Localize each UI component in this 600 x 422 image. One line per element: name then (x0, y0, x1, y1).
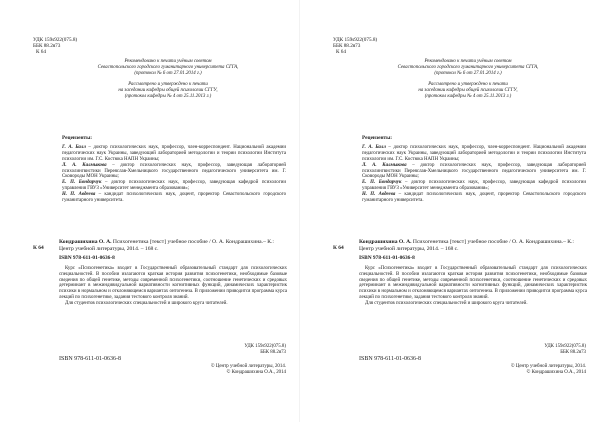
approval-line: Рекомендовано к печати учёным советом (124, 59, 212, 64)
bibliographic-record (333, 239, 587, 307)
approval-block (362, 59, 574, 101)
bib-author-sign: К 64 (33, 245, 44, 251)
annotation-paragraph: Курс «Психогенетика» входит в Государственный образовательный стандарт для психологических специальностей. В пособии излагаются краткая история развития психогенетики, необходимые базовые сведения по общей генетике, методы современной психогенетики, соотношение генетических и средовых детерминант в межиндивидуальной вариативности когнитивных функций, динамических характеристик психики в нормальном и отклоняющемся вариантах онтогенеза. В приложении приводится программа курса лекций по психогенетике, задания тестового контроля знаний. (59, 265, 287, 301)
reviewer-name: Н. П. Авдеева (362, 192, 396, 198)
reviewer-name: Л. А. Калмыкова (62, 162, 107, 168)
udc-code: УДК 159s922(075.8) (33, 37, 78, 43)
reviewers-heading: Рецензенты: (62, 135, 93, 141)
approval-line: (протокол № 6 от 27.01.2014 г.) (434, 71, 502, 77)
approval-line: (протокол № 6 от 27.01.2014 г.) (134, 71, 202, 77)
annotation (359, 266, 587, 307)
copyright-block (488, 364, 586, 376)
copyright-line: © Центр учебной литературы, 2014. (210, 364, 286, 369)
reviewer-entry (362, 145, 586, 163)
approval-line: (протокол кафедры № 4 от 25.11.2013 г.) (124, 94, 212, 100)
footer-bbk: ББК 88.2я73 (560, 350, 586, 355)
right-page (300, 0, 600, 422)
reviewer-name: Г. А. Балл (362, 144, 386, 150)
bib-description (59, 239, 287, 253)
reviewer-description: – доктор психологических наук, профессор, член-корреспондент. Национальной академии педагогических наук Украины, заведующий лабораторией методологии и теории психологии Института психологии им. Г.С. Костюка НАПН Украины; (62, 144, 287, 162)
footer-classification (206, 344, 286, 356)
reviewer-entry (362, 163, 586, 181)
footer-udc: УДК 159s922(075.8) (544, 344, 586, 349)
footer-bbk: ББК 88.2я73 (260, 350, 286, 355)
bib-author: Кондрашихина О. А. (59, 239, 112, 245)
reviewer-name: Г. А. Балл (62, 144, 86, 150)
footer-udc: УДК 159s922(075.8) (244, 344, 286, 349)
copyright-block (188, 364, 286, 376)
annotation-paragraph: Для студентов психологических специальностей и широкого круга читателей. (365, 301, 528, 307)
bbk-code: ББК 88.2я73 (33, 43, 61, 50)
reviewers-block (362, 136, 586, 204)
bibliographic-record (33, 239, 287, 307)
reviewer-entry (62, 163, 286, 181)
approval-block (62, 59, 274, 101)
reviewer-entry (362, 180, 586, 192)
reviewer-name: Л. А. Калмыкова (362, 162, 407, 168)
copyright-line: © Кондрашихина О.А., 2014 (526, 370, 586, 375)
bib-isbn: ISBN 978-611-01-0636-8 (359, 254, 415, 261)
bib-title: Психогенетика [текст] учебное пособие / О. А. Кондрашихина.– К.: Центр учебной литературы, 2014. – 168 с. (359, 239, 574, 252)
bib-author: Кондрашихина О. А. (359, 239, 412, 245)
reviewer-description: – доктор психологических наук, профессор, заведующая кафедрой психологии управления ГВУЗ «Университет менеджмента образования»; (62, 180, 286, 192)
author-sign: К 64 (36, 49, 46, 56)
reviewers-heading: Рецензенты: (362, 135, 393, 141)
bbk-code: ББК 88.2я73 (333, 43, 361, 50)
author-sign: К 64 (336, 49, 346, 56)
reviewer-description: – доктор психологических наук, профессор, заведующая лабораторией психолингвистики Переяслав-Хмельницкого государственного педагогического университета им. Г. Сковороды МОН Украины; (62, 162, 286, 180)
bib-author-sign: К 64 (333, 245, 344, 251)
classification-block (333, 37, 377, 56)
annotation-paragraph: Курс «Психогенетика» входит в Государственный образовательный стандарт для психологических специальностей. В пособии излагаются краткая история развития психогенетики, необходимые базовые сведения по общей генетике, методы современной психогенетики, соотношение генетических и средовых детерминант в межиндивидуальной вариативности когнитивных функций, динамических характеристик психики в нормальном и отклоняющемся вариантах онтогенеза. В приложении приводится программа курса лекций по психогенетике, задания тестового контроля знаний. (359, 265, 587, 301)
approval-line: Севастопольского городского гуманитарного университета СГГА, (397, 65, 539, 71)
bib-title: Психогенетика [текст] учебное пособие / О. А. Кондрашихина.– К.: Центр учебной литературы, 2014. – 168 с. (59, 239, 274, 252)
approval-line: на заседании кафедры общей психологии СГГУ, (418, 88, 518, 94)
footer-isbn: ISBN 978-611-01-0636-8 (59, 356, 121, 362)
footer-isbn: ISBN 978-611-01-0636-8 (359, 356, 421, 362)
reviewer-description: – кандидат психологических наук, доцент, проректор Севастопольского городского гуманитарного университета. (62, 192, 287, 204)
copyright-line: © Центр учебной литературы, 2014. (510, 364, 586, 369)
annotation-paragraph: Для студентов психологических специальностей и широкого круга читателей. (65, 301, 228, 307)
reviewer-description: – доктор психологических наук, профессор, заведующая лабораторией психолингвистики Переяслав-Хмельницкого государственного педагогического университета им. Г. Сковороды МОН Украины; (362, 162, 586, 180)
footer-classification (506, 344, 586, 356)
reviewer-entry (62, 192, 286, 204)
approval-line: Рассмотрено и утверждено к печати (428, 82, 508, 88)
bib-description (359, 239, 587, 253)
approval-line: Рекомендовано к печати учёным советом (424, 59, 512, 64)
reviewer-name: Н. П. Авдеева (62, 192, 96, 198)
approval-line: (протокол кафедры № 4 от 25.11.2013 г.) (424, 94, 512, 100)
reviewer-entry (62, 145, 286, 163)
annotation (59, 266, 287, 307)
approval-line: на заседании кафедры общей психологии СГГУ, (118, 88, 218, 94)
approval-line: Рассмотрено и утверждено к печати (128, 82, 208, 88)
reviewer-name: Е. П. Бондарчук (62, 180, 102, 186)
reviewer-entry (362, 192, 586, 204)
reviewer-description: – кандидат психологических наук, доцент, проректор Севастопольского городского гуманитарного университета. (362, 192, 587, 204)
udc-code: УДК 159s922(075.8) (333, 37, 378, 43)
reviewer-name: Е. П. Бондарчук (362, 180, 402, 186)
approval-line: Севастопольского городского гуманитарного университета СГГА, (97, 65, 239, 71)
classification-block (33, 37, 77, 56)
reviewer-entry (62, 180, 286, 192)
copyright-line: © Кондрашихина О.А., 2014 (226, 370, 286, 375)
bib-isbn: ISBN 978-611-01-0636-8 (59, 254, 115, 261)
reviewer-description: – доктор психологических наук, профессор, член-корреспондент. Национальной академии педагогических наук Украины, заведующий лабораторией методологии и теории психологии Института психологии им. Г.С. Костюка НАПН Украины; (362, 144, 587, 162)
reviewer-description: – доктор психологических наук, профессор, заведующая кафедрой психологии управления ГВУЗ «Университет менеджмента образования»; (362, 180, 586, 192)
reviewers-block (62, 136, 286, 204)
